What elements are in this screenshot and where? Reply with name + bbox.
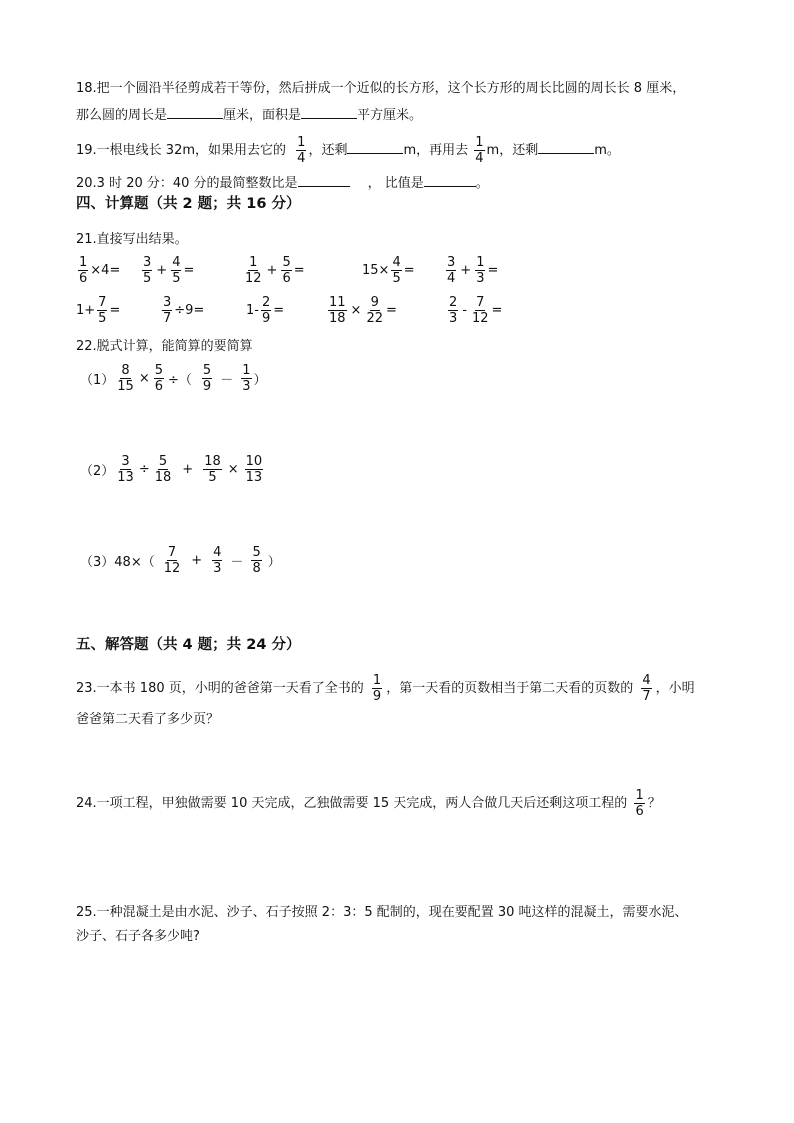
q19-text-b: ，还剩: [308, 143, 348, 158]
q20-text-c: 。: [475, 176, 489, 191]
q19-text-c: m，再用去: [403, 143, 469, 158]
q19-text-d: m，还剩: [486, 143, 539, 158]
num: 4: [642, 673, 651, 688]
q19-fraction-1: [296, 136, 306, 165]
den: 13: [117, 470, 134, 485]
q21-title: 21.直接写出结果。: [76, 232, 188, 247]
problem-label: （2）: [80, 464, 115, 479]
den: 9: [372, 689, 382, 704]
q20-text-b: ， 比值是: [367, 176, 424, 191]
operator: ÷（: [168, 373, 192, 388]
operator: ×: [227, 462, 239, 477]
q20-line: [76, 173, 489, 193]
operator: ×: [138, 371, 150, 386]
den: 18: [329, 311, 346, 326]
operator: ×: [350, 303, 362, 318]
den: 6: [154, 379, 164, 394]
equals: =: [293, 263, 305, 278]
num: 3: [447, 255, 456, 270]
q19-blank-2[interactable]: [538, 140, 594, 154]
den: 15: [117, 379, 134, 394]
fraction: [241, 364, 251, 393]
operator: +: [191, 553, 203, 568]
num: 2: [261, 295, 271, 310]
operator: ÷: [138, 462, 150, 477]
fraction: [328, 296, 347, 325]
den: 6: [282, 271, 291, 286]
q19-fraction-2: [474, 136, 484, 165]
prefix: 15×: [362, 263, 390, 278]
num: 1: [635, 788, 644, 803]
q20-blank-value[interactable]: [424, 173, 476, 187]
close-paren: ）: [253, 373, 267, 388]
den: 5: [98, 311, 107, 326]
num: 3: [163, 295, 172, 310]
q20-text-a: 20.3 时 20 分：40 分的最简整数比是: [76, 176, 298, 191]
q23-fraction-2: [641, 674, 651, 703]
num: 1: [79, 255, 88, 270]
den: 3: [242, 379, 251, 394]
num: 18: [204, 454, 221, 469]
operator: +: [182, 462, 194, 477]
den: 13: [245, 470, 263, 485]
den: 3: [449, 311, 458, 326]
q21-r1-item5: [444, 256, 498, 285]
fraction: [475, 256, 485, 285]
num: 3: [143, 255, 152, 270]
fraction: [78, 256, 88, 285]
num: 7: [476, 295, 485, 310]
q21-r2-i2-tail: ÷9=: [174, 303, 205, 318]
fraction: [154, 364, 164, 393]
fraction: [171, 256, 181, 285]
den: 7: [163, 311, 172, 326]
fraction: [202, 364, 212, 393]
num: 1: [249, 255, 258, 270]
q21-r2-item2: [160, 296, 204, 325]
equals: =: [487, 263, 499, 278]
den: 4: [447, 271, 456, 286]
num: 7: [167, 545, 177, 560]
q24-line: [76, 789, 661, 818]
q23-line2: 爸爸第二天看了多少页？: [76, 712, 220, 727]
q20-blank-ratio[interactable]: [298, 173, 350, 187]
den: 18: [154, 470, 172, 485]
den: 12: [471, 311, 489, 326]
den: 3: [476, 271, 485, 286]
num: 11: [329, 295, 346, 310]
q22-problem-1: [80, 364, 267, 393]
den: 5: [143, 271, 152, 286]
operator: +: [460, 263, 472, 278]
q24-text-b: ？: [647, 796, 661, 811]
problem-label: （3）48×（: [80, 555, 155, 570]
q21-r2-item5: [446, 296, 502, 325]
section-4-heading: 四、计算题（共 2 题；共 16 分）: [76, 196, 301, 212]
num: 1: [372, 673, 382, 688]
q25-line1: 25.一种混凝土是由水泥、沙子、石子按照 2：3：5 配制的，现在要配置 30 吨这样的混凝土，需要水泥、: [76, 905, 688, 920]
num: 3: [121, 454, 130, 469]
operator: +: [266, 263, 278, 278]
q19-text-a: 19.一根电线长 32m，如果用去它的: [76, 143, 287, 158]
num: 2: [449, 295, 458, 310]
num: 10: [245, 454, 263, 469]
fraction: [448, 296, 458, 325]
equals: =: [403, 263, 415, 278]
fraction: [391, 256, 401, 285]
q18-blank-area[interactable]: [301, 105, 357, 119]
fraction: [203, 455, 222, 484]
prefix: 1-: [246, 303, 259, 318]
q23-text-b: ，第一天看的页数相当于第二天看的页数的: [386, 681, 634, 696]
fraction: [261, 296, 271, 325]
q19-f1-num: 1: [297, 135, 306, 150]
equals: =: [183, 263, 195, 278]
equals: =: [491, 303, 503, 318]
den: 6: [635, 804, 644, 819]
den: 3: [213, 561, 222, 576]
fraction: [446, 256, 456, 285]
q21-r1-item2: [140, 256, 194, 285]
den: 7: [642, 689, 651, 704]
q22-problem-2: [80, 455, 265, 484]
operator: －: [230, 555, 244, 570]
fraction: [245, 455, 264, 484]
num: 7: [98, 295, 107, 310]
section-5-heading: 五、解答题（共 4 题；共 24 分）: [76, 637, 301, 653]
fraction: [244, 256, 263, 285]
fraction: [162, 296, 172, 325]
operator: －: [220, 373, 234, 388]
num: 9: [370, 295, 379, 310]
num: 4: [392, 255, 401, 270]
q18-line2: [76, 105, 422, 125]
q19-blank-1[interactable]: [347, 140, 403, 154]
equals: =: [273, 303, 285, 318]
fraction: [97, 296, 107, 325]
fraction: [116, 455, 135, 484]
fraction: [163, 546, 182, 575]
q19-f2-num: 1: [475, 135, 484, 150]
num: 8: [121, 363, 130, 378]
q25-line2: 沙子、石子各多少吨?: [76, 929, 200, 944]
q18-text2c: 平方厘米。: [357, 108, 423, 123]
q23-text-a: 23.一本书 180 页，小明的爸爸第一天看了全书的: [76, 681, 364, 696]
q19-line: [76, 136, 620, 165]
fraction: [116, 364, 135, 393]
den: 9: [261, 311, 271, 326]
fraction: [251, 546, 261, 575]
problem-label: （1）: [80, 373, 115, 388]
fraction: [281, 256, 291, 285]
q22-title: 22.脱式计算，能简算的要简算: [76, 339, 253, 354]
q23-line1: [76, 674, 695, 703]
den: 5: [208, 470, 217, 485]
num: 1: [476, 255, 485, 270]
fraction: [154, 455, 173, 484]
fraction: [471, 296, 490, 325]
q19-text-e: m。: [594, 143, 620, 158]
q19-f1-den: 4: [297, 151, 306, 166]
den: 12: [163, 561, 181, 576]
fraction: [142, 256, 152, 285]
den: 5: [392, 271, 401, 286]
den: 9: [202, 379, 212, 394]
num: 4: [213, 545, 222, 560]
q21-r2-item1: [76, 296, 120, 325]
q21-r1-item3: [242, 256, 305, 285]
num: 5: [282, 255, 291, 270]
q22-problem-3: [80, 546, 281, 575]
q24-text-a: 24.一项工程，甲独做需要 10 天完成，乙独做需要 15 天完成，两人合做几天后还剩这项工程的: [76, 796, 628, 811]
q18-line1: [76, 80, 685, 98]
equals: =: [109, 303, 121, 318]
den: 8: [252, 561, 261, 576]
den: 22: [366, 311, 383, 326]
den: 6: [79, 271, 88, 286]
prefix: 1+: [76, 303, 96, 318]
q18-blank-circumference[interactable]: [167, 105, 223, 119]
q18-text2a: 那么圆的周长是: [76, 108, 168, 123]
q21-r2-item4: [326, 296, 397, 325]
equals: =: [386, 303, 397, 318]
q23-text-c: ，小明: [655, 681, 695, 696]
fraction: [212, 546, 222, 575]
q19-f2-den: 4: [475, 151, 484, 166]
fraction: [365, 296, 384, 325]
den: 12: [245, 271, 262, 286]
num: 4: [172, 255, 181, 270]
q23-fraction-1: [372, 674, 382, 703]
num: 1: [242, 363, 251, 378]
num: 5: [158, 454, 168, 469]
close-paren: ）: [267, 555, 281, 570]
num: 5: [154, 363, 164, 378]
q24-fraction: [634, 789, 644, 818]
q18-text1: 18.把一个圆沿半径剪成若干等份，然后拼成一个近似的长方形，这个长方形的周长比圆的周长长 8 厘米，: [76, 81, 686, 96]
den: 5: [172, 271, 181, 286]
q21-r2-item3: [246, 296, 284, 325]
q21-r1-item4: [362, 256, 415, 285]
operator: -: [462, 303, 467, 318]
q21-r1-item1: [76, 256, 120, 285]
q18-text2b: 厘米，面积是: [223, 108, 302, 123]
operator: +: [156, 263, 168, 278]
num: 5: [202, 363, 212, 378]
num: 5: [252, 545, 261, 560]
q21-r1-i1-tail: ×4=: [90, 263, 121, 278]
